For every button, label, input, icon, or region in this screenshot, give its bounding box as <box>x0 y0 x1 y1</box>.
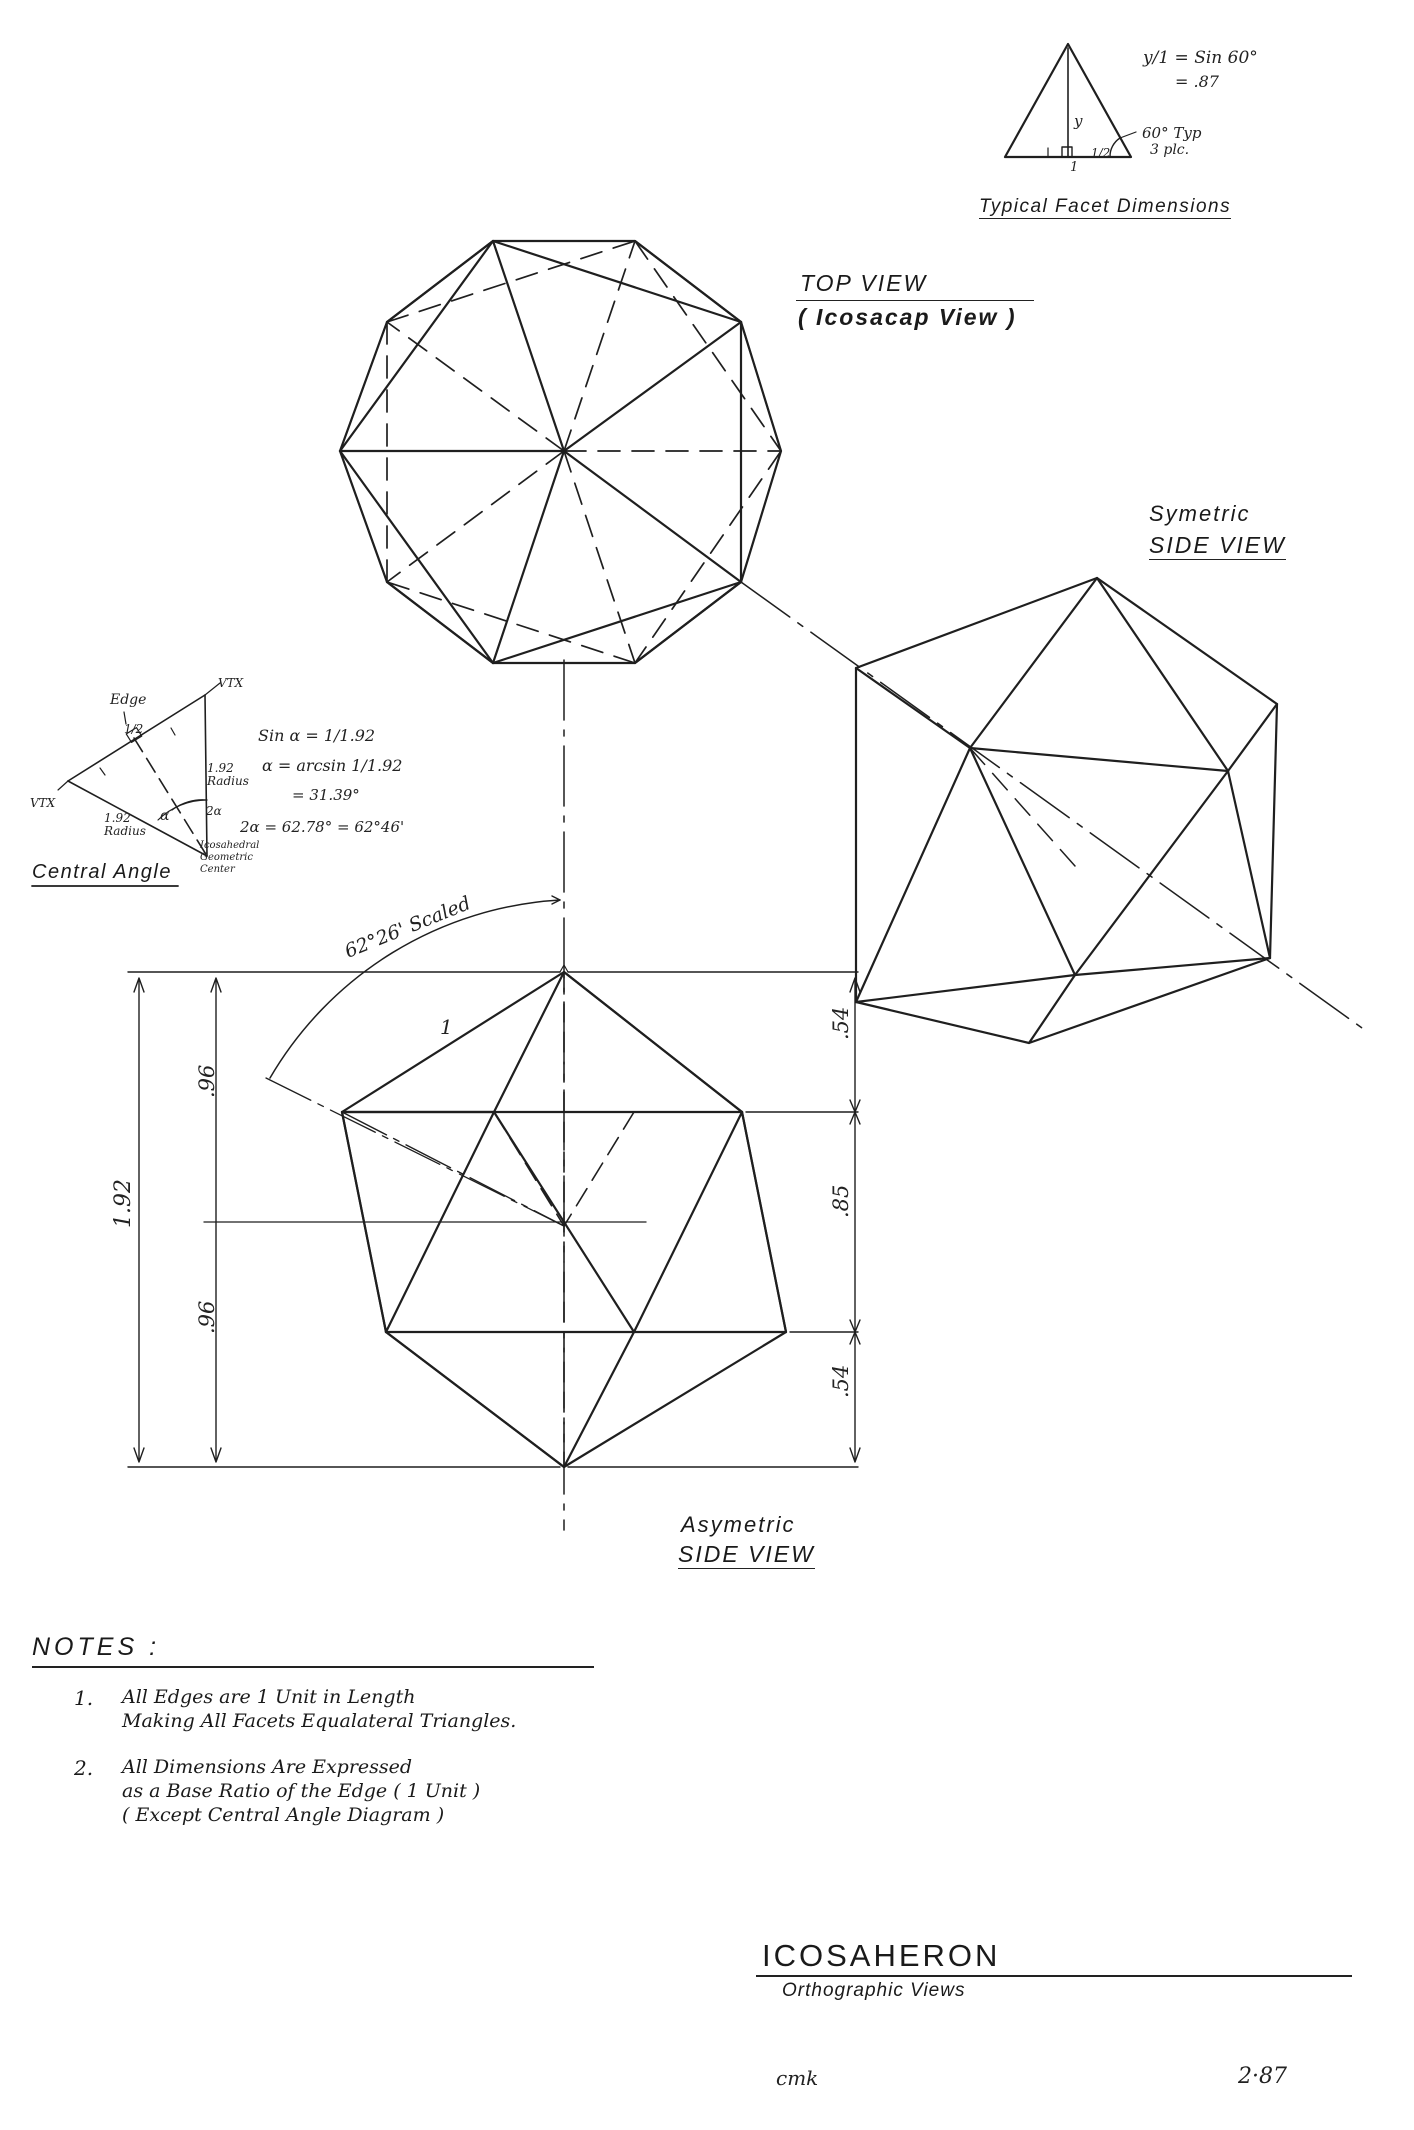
symmetric-view-title: Symetric <box>1149 501 1251 526</box>
note-2-line-3: ( Except Central Angle Diagram ) <box>122 1804 445 1826</box>
note-2-line-2: as a Base Ratio of the Edge ( 1 Unit ) <box>122 1780 481 1802</box>
ca-half: 1/2 <box>124 722 144 736</box>
asymmetric-view-subtitle: SIDE VIEW <box>678 1541 815 1567</box>
ca-edge-label: Edge <box>110 692 147 708</box>
ca-eq1: Sin α = 1/1.92 <box>258 726 376 745</box>
top-view-rule <box>796 300 1034 301</box>
facet-angle-b: 3 plc. <box>1150 142 1190 158</box>
asymmetric-view-title: Asymetric <box>681 1512 796 1537</box>
symmetric-view-subtitle: SIDE VIEW <box>1149 532 1286 558</box>
drafter-initials: cmk <box>776 2066 819 2090</box>
drawing-date: 2·87 <box>1238 2064 1287 2089</box>
top-view-subtitle: ( Icosacap View ) <box>798 304 1017 330</box>
central-angle-title: Central Angle <box>32 861 172 883</box>
dim-overall-label: 1.92 <box>111 1179 136 1228</box>
dim-upper-label: .96 <box>195 1064 219 1098</box>
ca-center-label: Icosahedral Geometric Center <box>200 840 260 875</box>
note-2-line-1: All Dimensions Are Expressed <box>122 1756 413 1778</box>
ca-eq3: = 31.39° <box>292 786 360 804</box>
facet-formula-b: = .87 <box>1175 72 1219 91</box>
ca-eq4: 2α = 62.78° = 62°46' <box>240 818 405 836</box>
drawing-subtitle: Orthographic Views <box>782 1980 966 2001</box>
ca-vtx-left: VTX <box>30 796 56 810</box>
note-1-line-1: All Edges are 1 Unit in Length <box>122 1686 416 1708</box>
facet-y-label: y <box>1074 112 1083 130</box>
top-view-title: TOP VIEW <box>800 270 928 296</box>
ca-two-alpha: 2α <box>206 804 222 818</box>
symmetric-side-view <box>856 578 1277 1043</box>
facet-triangle <box>1005 44 1136 157</box>
top-view-decagon <box>340 241 781 663</box>
title-rule <box>756 1975 1352 1977</box>
ca-alpha: α <box>160 808 170 824</box>
ca-vtx-top: VTX <box>218 676 244 690</box>
facet-formula-a: y/1 = Sin 60° <box>1143 48 1258 68</box>
facet-edge-label: 1 <box>1070 160 1079 175</box>
facet-half-label: 1/2 <box>1091 146 1111 160</box>
ca-radius-a: 1.92 Radius <box>207 761 249 788</box>
notes-rule <box>32 1666 594 1668</box>
note-1-line-2: Making All Facets Equalateral Triangles. <box>122 1710 517 1732</box>
facet-title: Typical Facet Dimensions <box>979 196 1232 217</box>
dim-right-mid-label: .85 <box>829 1184 853 1218</box>
notes-heading: NOTES : <box>32 1633 161 1661</box>
projection-lines <box>564 582 1362 1530</box>
facet-angle-a: 60° Typ <box>1142 124 1202 142</box>
ca-eq2: α = arcsin 1/1.92 <box>262 756 403 775</box>
ca-radius-b: 1.92 Radius <box>104 811 146 838</box>
dim-lower-label: .96 <box>195 1300 219 1334</box>
scaled-angle-label: 62°26' Scaled <box>341 892 474 963</box>
dim-right-top-label: .54 <box>829 1006 853 1040</box>
note-1-number: 1. <box>74 1686 94 1710</box>
note-2-number: 2. <box>74 1756 94 1780</box>
edge-one-label: 1 <box>440 1015 453 1039</box>
drawing-title: ICOSAHERON <box>762 1938 1001 1973</box>
dim-right-bot-label: .54 <box>829 1364 853 1398</box>
dimension-lines <box>128 896 860 1467</box>
